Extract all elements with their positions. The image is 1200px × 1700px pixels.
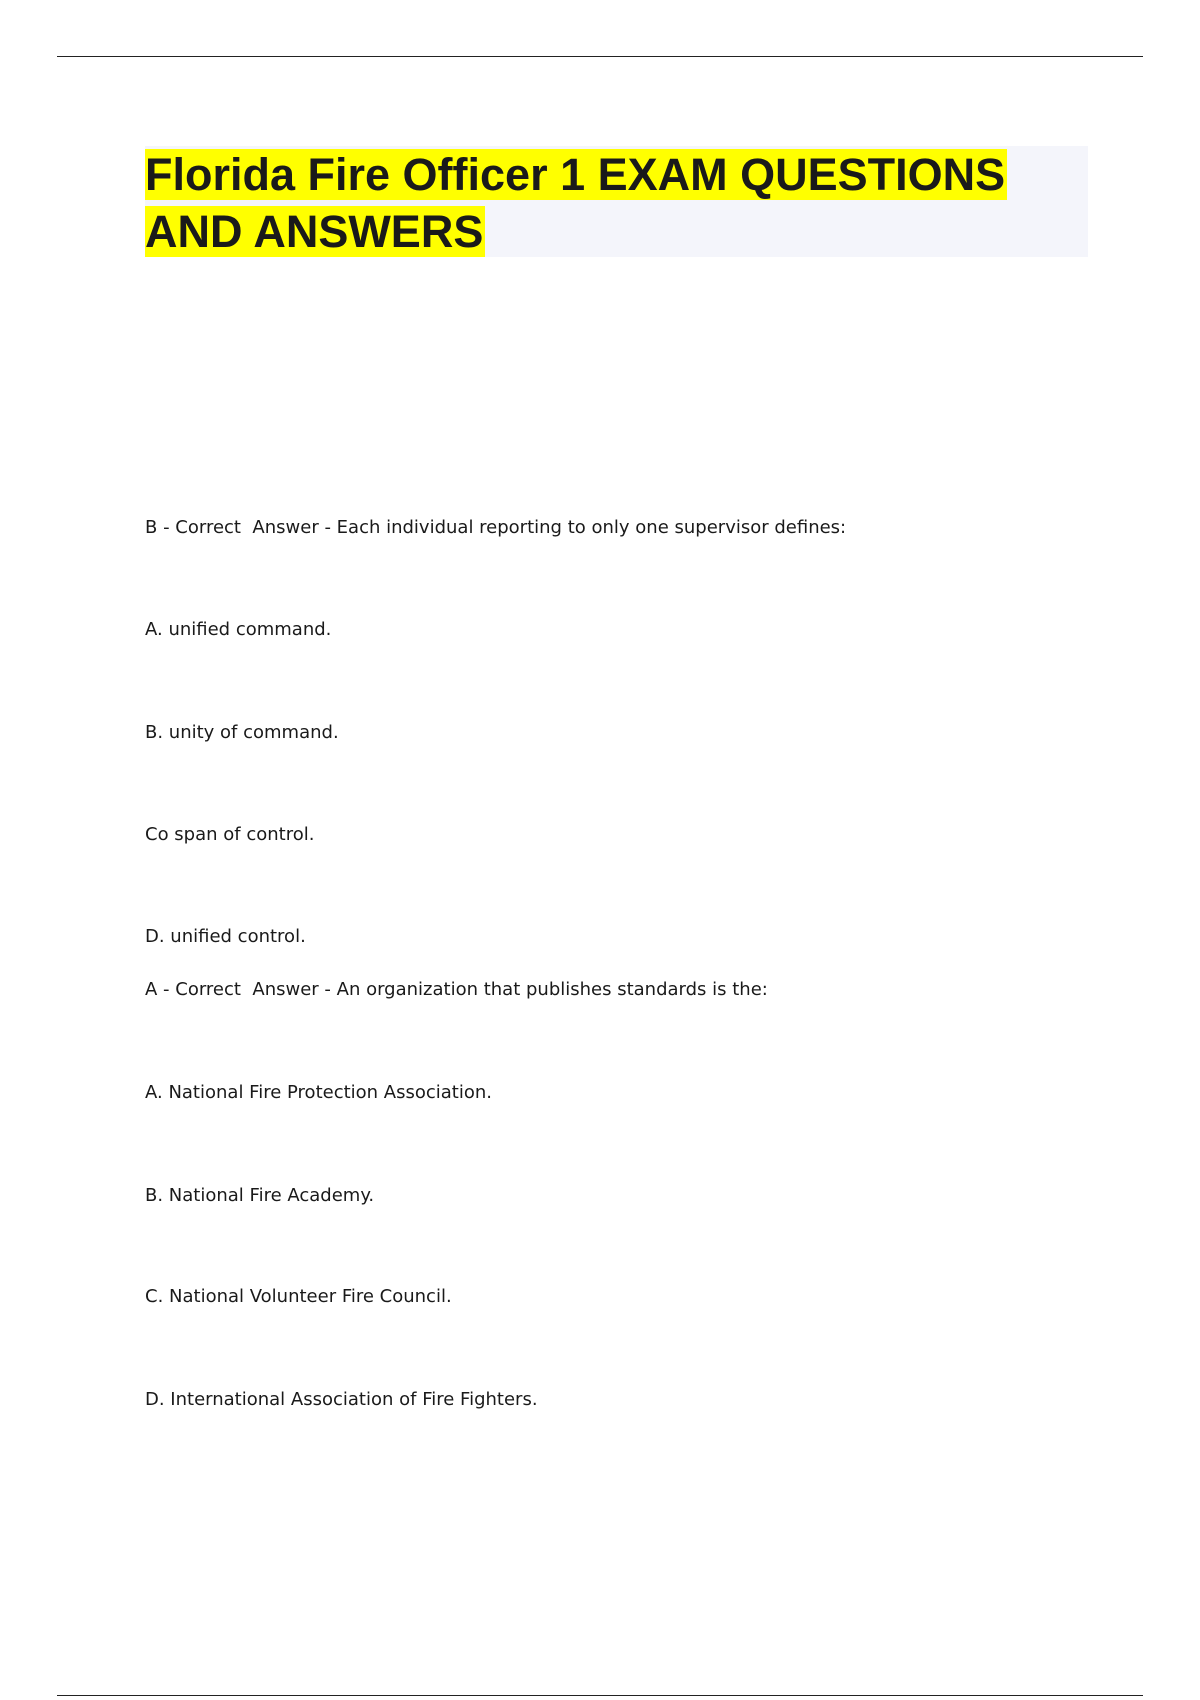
header-rule — [57, 56, 1143, 57]
question-2-option-a: A. National Fire Protection Association. — [145, 1082, 493, 1103]
question-1-option-d: D. unified control. — [145, 926, 306, 947]
question-1-option-b: B. unity of command. — [145, 722, 339, 743]
footer-rule — [57, 1695, 1143, 1696]
question-1-option-a: A. unified command. — [145, 619, 332, 640]
question-2-option-d: D. International Association of Fire Fighters. — [145, 1389, 538, 1410]
title-highlight: Florida Fire Officer 1 EXAM QUESTIONS AND ANSWERS — [145, 149, 1006, 257]
question-2-prompt: A - Correct Answer - An organization that publishes standards is the: — [145, 979, 768, 1000]
question-2-option-c: C. National Volunteer Fire Council. — [145, 1286, 452, 1307]
question-2-option-b: B. National Fire Academy. — [145, 1185, 375, 1206]
document-title — [145, 146, 1088, 260]
question-1-option-c: Co span of control. — [145, 824, 315, 845]
title-block — [145, 146, 1088, 257]
question-1-prompt: B - Correct Answer - Each individual reporting to only one supervisor defines: — [145, 517, 847, 538]
